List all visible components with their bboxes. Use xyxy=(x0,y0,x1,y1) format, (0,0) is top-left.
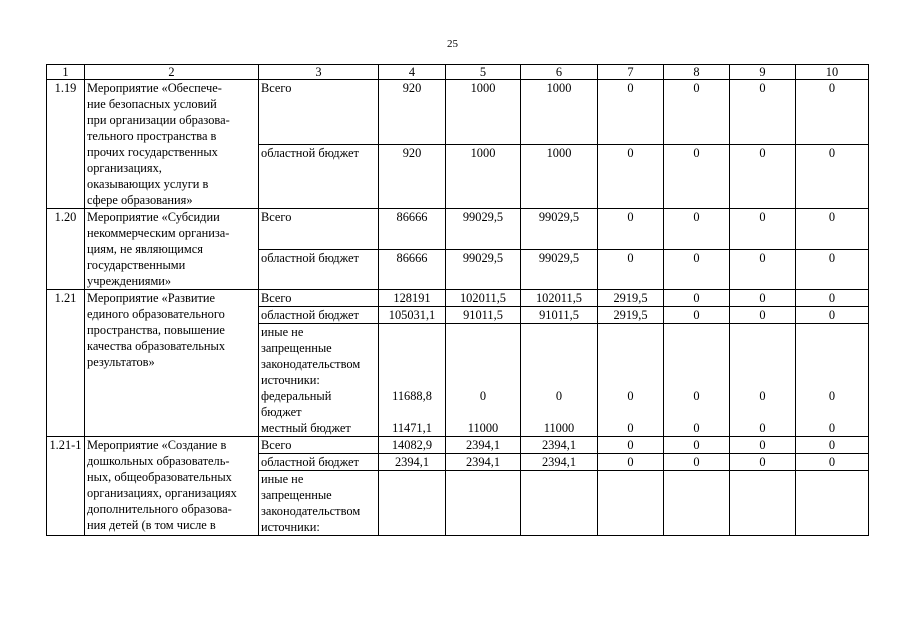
amount-cell: 0 0 xyxy=(598,324,664,437)
row-number: 1.21-1 xyxy=(47,437,85,536)
column-header: 1 xyxy=(47,65,85,80)
table-row xyxy=(47,437,869,454)
amount-cell xyxy=(379,471,446,536)
page-number: 25 xyxy=(447,38,458,50)
budget-table xyxy=(46,64,869,536)
amount-cell: 0 xyxy=(664,454,730,471)
amount-cell: 0 xyxy=(664,437,730,454)
amount-cell xyxy=(796,471,869,536)
amount-cell: 0 xyxy=(796,307,869,324)
amount-cell: 0 xyxy=(796,454,869,471)
amount-cell: 91011,5 xyxy=(521,307,598,324)
amount-cell: 0 xyxy=(796,290,869,307)
row-number: 1.19 xyxy=(47,80,85,209)
amount-cell: 0 11000 xyxy=(521,324,598,437)
row-number: 1.21 xyxy=(47,290,85,437)
activity-title: Мероприятие «Обеспече- ние безопасных условий при организации образова- тельного пространства в прочих государственных организациях, оказывающих услуги в сфере образования» xyxy=(85,80,259,209)
amount-cell: 0 0 xyxy=(730,324,796,437)
amount-cell: 0 xyxy=(664,307,730,324)
amount-cell: 2394,1 xyxy=(521,437,598,454)
amount-cell: 99029,5 xyxy=(521,209,598,250)
funding-source: иные не запрещенные законодательством источники: xyxy=(259,471,379,536)
amount-cell: 0 xyxy=(796,80,869,145)
funding-source: Всего xyxy=(259,437,379,454)
amount-cell: 0 11000 xyxy=(446,324,521,437)
funding-source: областной бюджет xyxy=(259,249,379,290)
amount-cell: 91011,5 xyxy=(446,307,521,324)
amount-cell: 14082,9 xyxy=(379,437,446,454)
amount-cell: 0 xyxy=(664,209,730,250)
row-number: 1.20 xyxy=(47,209,85,290)
column-header: 6 xyxy=(521,65,598,80)
column-header: 8 xyxy=(664,65,730,80)
amount-cell: 2394,1 xyxy=(521,454,598,471)
amount-cell: 2919,5 xyxy=(598,290,664,307)
funding-source: Всего xyxy=(259,80,379,145)
funding-source: иные не запрещенные законодательством источники: федеральный бюджет местный бюджет xyxy=(259,324,379,437)
amount-cell: 0 xyxy=(664,144,730,209)
amount-cell: 0 xyxy=(664,290,730,307)
amount-cell: 86666 xyxy=(379,209,446,250)
amount-cell: 105031,1 xyxy=(379,307,446,324)
amount-cell xyxy=(664,471,730,536)
amount-cell: 102011,5 xyxy=(446,290,521,307)
amount-cell: 0 xyxy=(664,80,730,145)
amount-cell xyxy=(598,471,664,536)
amount-cell: 0 xyxy=(730,80,796,145)
amount-cell: 99029,5 xyxy=(446,209,521,250)
amount-cell: 1000 xyxy=(521,80,598,145)
amount-cell: 2394,1 xyxy=(379,454,446,471)
column-header: 9 xyxy=(730,65,796,80)
amount-cell: 2394,1 xyxy=(446,437,521,454)
funding-source: Всего xyxy=(259,290,379,307)
amount-cell: 1000 xyxy=(521,144,598,209)
amount-cell: 0 xyxy=(598,209,664,250)
table-header-row xyxy=(47,65,869,80)
amount-cell: 920 xyxy=(379,144,446,209)
amount-cell: 1000 xyxy=(446,80,521,145)
amount-cell: 0 xyxy=(598,437,664,454)
column-header: 5 xyxy=(446,65,521,80)
amount-cell xyxy=(446,471,521,536)
table-row xyxy=(47,290,869,307)
amount-cell: 2919,5 xyxy=(598,307,664,324)
amount-cell: 0 xyxy=(796,144,869,209)
amount-cell: 0 xyxy=(730,249,796,290)
amount-cell: 0 xyxy=(730,307,796,324)
activity-title: Мероприятие «Субсидии некоммерческим организа- циям, не являющимся государственными учреждениями» xyxy=(85,209,259,290)
table-row xyxy=(47,209,869,250)
amount-cell: 2394,1 xyxy=(446,454,521,471)
amount-cell: 0 xyxy=(730,144,796,209)
table-row xyxy=(47,80,869,145)
funding-source: Всего xyxy=(259,209,379,250)
amount-cell: 920 xyxy=(379,80,446,145)
column-header: 10 xyxy=(796,65,869,80)
funding-source: областной бюджет xyxy=(259,454,379,471)
amount-cell xyxy=(521,471,598,536)
amount-cell: 0 xyxy=(598,144,664,209)
amount-cell: 0 0 xyxy=(664,324,730,437)
amount-cell: 86666 xyxy=(379,249,446,290)
amount-cell: 99029,5 xyxy=(521,249,598,290)
amount-cell: 0 xyxy=(730,290,796,307)
funding-source: областной бюджет xyxy=(259,307,379,324)
amount-cell: 0 xyxy=(598,454,664,471)
amount-cell xyxy=(730,471,796,536)
column-header: 2 xyxy=(85,65,259,80)
column-header: 7 xyxy=(598,65,664,80)
column-header: 4 xyxy=(379,65,446,80)
amount-cell: 0 0 xyxy=(796,324,869,437)
amount-cell: 11688,8 11471,1 xyxy=(379,324,446,437)
amount-cell: 0 xyxy=(730,437,796,454)
amount-cell: 99029,5 xyxy=(446,249,521,290)
funding-source: областной бюджет xyxy=(259,144,379,209)
column-header: 3 xyxy=(259,65,379,80)
amount-cell: 0 xyxy=(796,437,869,454)
amount-cell: 0 xyxy=(598,249,664,290)
amount-cell: 128191 xyxy=(379,290,446,307)
amount-cell: 102011,5 xyxy=(521,290,598,307)
activity-title: Мероприятие «Создание в дошкольных образователь- ных, общеобразовательных организациях, организациях дополнительного образова- ния детей (в том числе в xyxy=(85,437,259,536)
amount-cell: 0 xyxy=(664,249,730,290)
amount-cell: 1000 xyxy=(446,144,521,209)
amount-cell: 0 xyxy=(730,209,796,250)
amount-cell: 0 xyxy=(796,249,869,290)
amount-cell: 0 xyxy=(598,80,664,145)
amount-cell: 0 xyxy=(796,209,869,250)
amount-cell: 0 xyxy=(730,454,796,471)
activity-title: Мероприятие «Развитие единого образовательного пространства, повышение качества образовательных результатов» xyxy=(85,290,259,437)
